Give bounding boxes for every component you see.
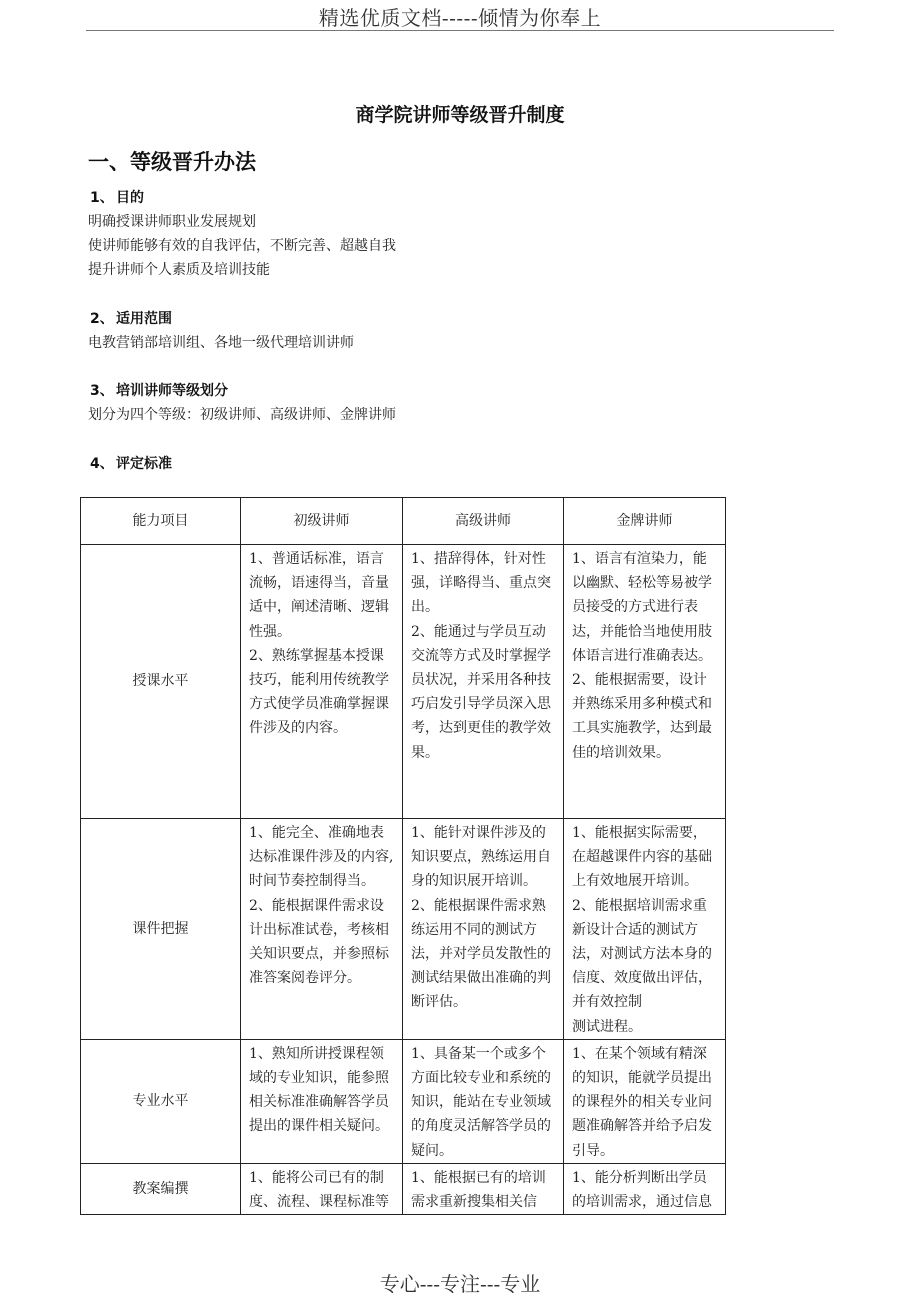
table-row xyxy=(81,1039,726,1163)
row-header: 课件把握 xyxy=(81,819,241,1040)
table-row xyxy=(81,819,726,1040)
header-rule xyxy=(86,30,834,31)
table-cell xyxy=(403,1163,564,1214)
table-row xyxy=(81,1163,726,1214)
subsection-title: 培训讲师等级划分 xyxy=(116,383,228,399)
page-footer: 专心---专注---专业 xyxy=(379,1272,541,1296)
cell-paragraph: 1、语言有渲染力，能以幽默、轻松等易被学员接受的方式进行表达，并能恰当地使用肢体语言进行准确表达。 xyxy=(572,551,712,664)
body-line: 电教营销部培训组、各地一级代理培训讲师 xyxy=(88,335,354,351)
cell-paragraph: 1、能根据实际需要，在超越课件内容的基础上有效地展开培训。 xyxy=(572,825,712,890)
table-cell xyxy=(564,1039,726,1163)
column-header: 高级讲师 xyxy=(403,498,564,545)
table-cell xyxy=(241,1039,403,1163)
cell-paragraph: 2、能根据课件需求熟练运用不同的测试方法，并对学员发散性的测试结果做出准确的判断评估。 xyxy=(411,897,551,1011)
cell-paragraph: 1、熟知所讲授课程领域的专业知识，能参照相关标准准确解答学员提出的课件相关疑问。 xyxy=(249,1045,389,1135)
document-title: 商学院讲师等级晋升制度 xyxy=(355,104,565,126)
cell-paragraph: 2、能根据课件需求设计出标准试卷，考核相关知识要点，并参照标准答案阅卷评分。 xyxy=(249,897,389,987)
cell-paragraph: 1、普通话标准，语言流畅，语速得当，音量适中，阐述清晰、逻辑性强。 xyxy=(249,551,389,640)
cell-paragraph: 2、熟练掌握基本授课技巧，能利用传统教学方式使学员准确掌握课件涉及的内容。 xyxy=(249,647,389,737)
table-cell xyxy=(403,819,564,1040)
body-line: 使讲师能够有效的自我评估，不断完善、超越自我 xyxy=(88,238,396,254)
table-header-row xyxy=(81,498,726,545)
subsection-heading-purpose xyxy=(90,187,144,207)
cell-paragraph: 1、能分析判断出学员的培训需求，通过信息 xyxy=(572,1169,712,1211)
body-line: 提升讲师个人素质及培训技能 xyxy=(88,262,270,278)
table-cell xyxy=(241,1163,403,1214)
cell-paragraph: 1、在某个领域有精深的知识，能就学员提出的课程外的相关专业问题准确解答并给予启发引导。 xyxy=(572,1045,712,1159)
subsection-heading-scope xyxy=(90,308,172,328)
table-cell xyxy=(564,819,726,1040)
body-line: 划分为四个等级：初级讲师、高级讲师、金牌讲师 xyxy=(88,407,396,423)
table-cell xyxy=(241,819,403,1040)
cell-paragraph: 测试进程。 xyxy=(572,1018,642,1035)
row-header: 教案编撰 xyxy=(81,1163,241,1214)
table-cell xyxy=(241,545,403,819)
cell-paragraph: 1、具备某一个或多个方面比较专业和系统的知识，能站在专业领域的角度灵活解答学员的疑问。 xyxy=(411,1045,551,1159)
subsection-heading-criteria xyxy=(90,453,172,473)
column-header: 能力项目 xyxy=(81,498,241,545)
criteria-table xyxy=(80,497,726,1215)
cell-paragraph: 1、能针对课件涉及的知识要点，熟练运用自身的知识展开培训。 xyxy=(411,825,551,890)
table-cell xyxy=(564,1163,726,1214)
cell-paragraph: 1、能完全、准确地表达标准课件涉及的内容,时间节奏控制得当。 xyxy=(249,825,394,890)
subsection-title: 目的 xyxy=(116,190,144,206)
subsection-number: 4、 xyxy=(90,456,114,472)
cell-paragraph: 2、能通过与学员互动交流等方式及时掌握学员状况，并采用各种技巧启发引导学员深入思考，达到更佳的教学效果。 xyxy=(411,623,551,761)
table-cell xyxy=(564,545,726,819)
cell-paragraph: 2、能根据培训需求重新设计合适的测试方法，对测试方法本身的信度、效度做出评估，并有效控制 xyxy=(572,897,712,1011)
subsection-number: 3、 xyxy=(90,383,114,399)
cell-paragraph: 2、能根据需要，设计并熟练采用多种模式和工具实施教学，达到最佳的培训效果。 xyxy=(572,672,712,761)
table-cell xyxy=(403,1039,564,1163)
table-row xyxy=(81,545,726,819)
cell-paragraph: 1、措辞得体，针对性强，详略得当、重点突出。 xyxy=(411,551,551,616)
cell-paragraph: 1、能根据已有的培训需求重新搜集相关信 xyxy=(411,1169,546,1211)
section-heading: 一、等级晋升办法 xyxy=(88,150,256,174)
column-header: 初级讲师 xyxy=(241,498,403,545)
body-line: 明确授课讲师职业发展规划 xyxy=(88,214,256,230)
subsection-number: 1、 xyxy=(90,190,114,206)
subsection-heading-levels xyxy=(90,380,228,400)
row-header: 专业水平 xyxy=(81,1039,241,1163)
row-header: 授课水平 xyxy=(81,545,241,819)
subsection-number: 2、 xyxy=(90,311,114,327)
cell-paragraph: 1、能将公司已有的制度、流程、课程标准等 xyxy=(249,1169,389,1211)
subsection-title: 适用范围 xyxy=(116,311,172,327)
column-header: 金牌讲师 xyxy=(564,498,726,545)
table-cell xyxy=(403,545,564,819)
subsection-title: 评定标准 xyxy=(116,456,172,472)
page-header: 精选优质文档-----倾情为你奉上 xyxy=(318,6,602,30)
